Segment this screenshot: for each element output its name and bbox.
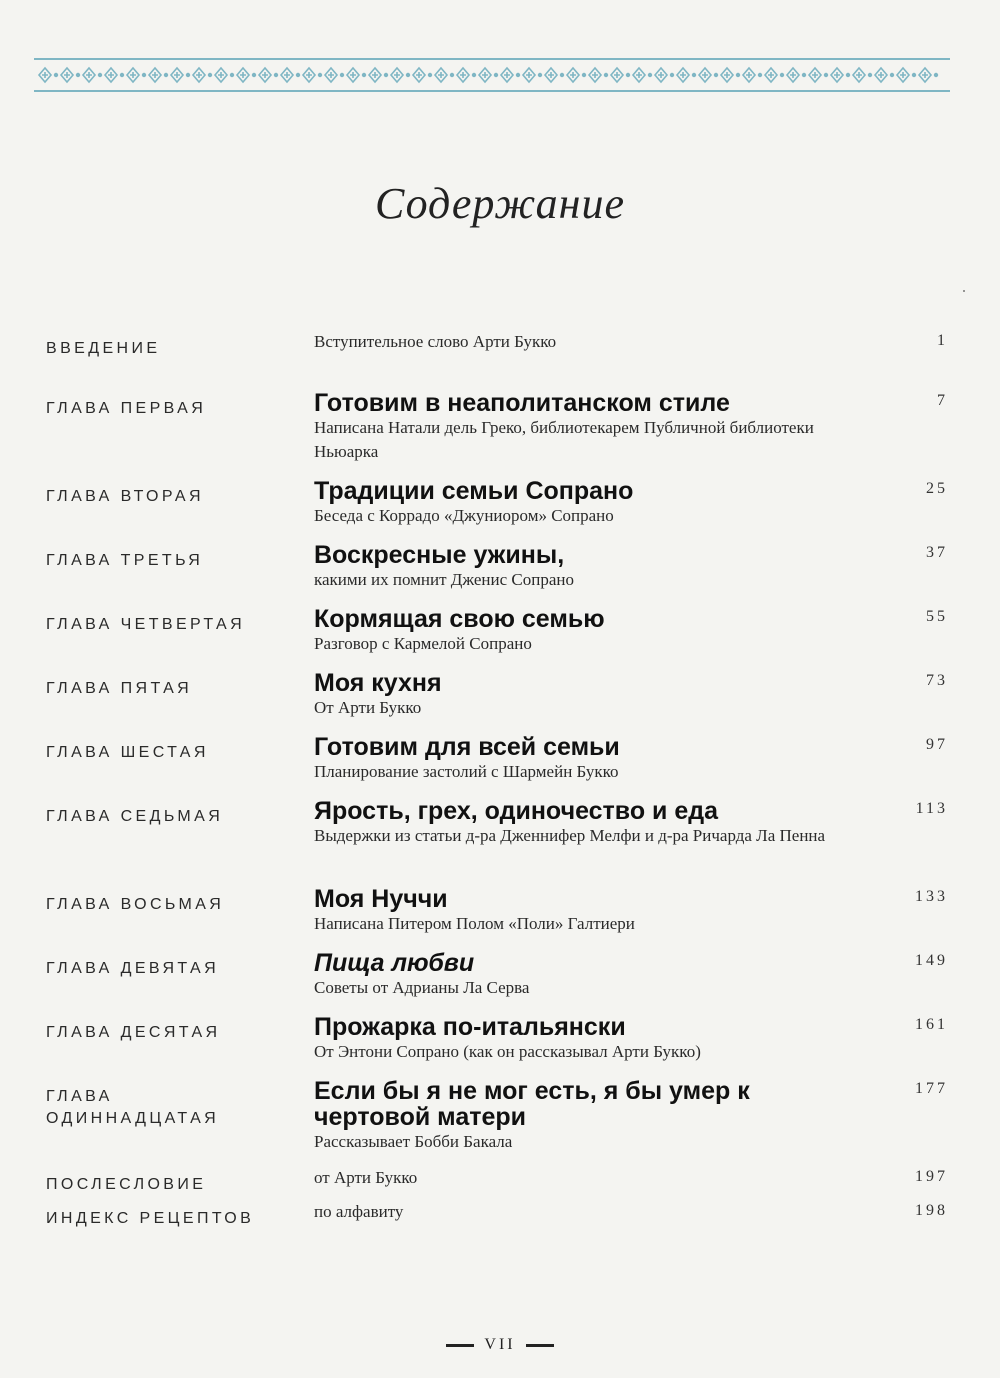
toc-heading: Воскресные ужины, xyxy=(314,541,565,569)
toc-subtitle: От Арти Букко xyxy=(314,698,422,717)
toc-label: ГЛАВА ПЯТАЯ xyxy=(46,680,193,697)
ornament-cross xyxy=(394,72,400,78)
toc-heading: Готовим в неаполитанском стиле xyxy=(314,389,730,417)
ornament-cross xyxy=(570,72,576,78)
ornament-cross xyxy=(834,72,840,78)
ornament-dot xyxy=(715,74,718,77)
page-title: Содержание xyxy=(374,179,625,228)
ornament-cross xyxy=(768,72,774,78)
ornament-cross xyxy=(240,72,246,78)
ornament-dot xyxy=(77,74,80,77)
toc-page-number: 161 xyxy=(915,1016,948,1033)
toc-page-number: 25 xyxy=(926,480,948,497)
ornament-cross xyxy=(372,72,378,78)
ornament-cross xyxy=(812,72,818,78)
ornament-cross xyxy=(548,72,554,78)
footer-dash-right xyxy=(526,1344,554,1347)
ornament-cross xyxy=(504,72,510,78)
toc-label: ГЛАВА ЧЕТВЕРТАЯ xyxy=(46,616,246,633)
toc-heading: Ярость, грех, одиночество и еда xyxy=(314,797,719,825)
toc-page-number: 1 xyxy=(937,332,948,349)
toc-subtitle: Беседа с Коррадо «Джуниором» Сопрано xyxy=(314,506,614,525)
ornament-cross xyxy=(350,72,356,78)
ornament-cross xyxy=(636,72,642,78)
ornament-dot xyxy=(407,74,410,77)
ornament-cross xyxy=(306,72,312,78)
ornament-dot xyxy=(935,74,938,77)
ornament-cross xyxy=(526,72,532,78)
toc-subtitle: Выдержки из статьи д-ра Дженнифер Мелфи и д-ра Ричарда Ла Пенна xyxy=(314,826,826,845)
ornament-cross xyxy=(262,72,268,78)
paper-speck xyxy=(963,290,965,292)
footer-dash-left xyxy=(446,1344,474,1347)
toc-page-number: 198 xyxy=(915,1202,948,1219)
ornament-cross xyxy=(614,72,620,78)
ornament-cross xyxy=(86,72,92,78)
ornament-dot xyxy=(517,74,520,77)
ornament-dot xyxy=(737,74,740,77)
ornament-dot xyxy=(385,74,388,77)
toc-heading: Если бы я не мог есть, я бы умер к чертовой матери xyxy=(314,1077,750,1131)
ornament-cross xyxy=(900,72,906,78)
toc-heading: Моя Нуччи xyxy=(314,885,448,913)
ornament-cross xyxy=(922,72,928,78)
ornament-cross xyxy=(152,72,158,78)
toc-subtitle: От Энтони Сопрано (как он рассказывал Арти Букко) xyxy=(314,1042,701,1061)
ornament-dot xyxy=(275,74,278,77)
toc-subtitle: по алфавиту xyxy=(314,1202,404,1221)
ornament-dot xyxy=(451,74,454,77)
ornament-dot xyxy=(143,74,146,77)
ornament-dot xyxy=(825,74,828,77)
ornament-dot xyxy=(473,74,476,77)
page-footer xyxy=(0,1336,1000,1354)
toc-label: ГЛАВА ВОСЬМАЯ xyxy=(46,896,225,913)
ornament-dot xyxy=(253,74,256,77)
toc-subtitle: Рассказывает Бобби Бакала xyxy=(314,1132,513,1151)
ornament-cross xyxy=(702,72,708,78)
ornament-dot xyxy=(869,74,872,77)
toc-page-number: 7 xyxy=(937,392,948,409)
ornament-cross xyxy=(284,72,290,78)
toc-page-number: 177 xyxy=(915,1080,948,1097)
ornament-cross xyxy=(42,72,48,78)
toc-heading: Моя кухня xyxy=(314,669,442,697)
ornament-dot xyxy=(187,74,190,77)
toc-label: ГЛАВА ШЕСТАЯ xyxy=(46,744,209,761)
ornament-dot xyxy=(781,74,784,77)
ornament-dot xyxy=(341,74,344,77)
ornament-cross xyxy=(328,72,334,78)
toc-label: ГЛАВА ДЕВЯТАЯ xyxy=(46,960,220,977)
ornament-cross xyxy=(416,72,422,78)
toc-label: ИНДЕКС РЕЦЕПТОВ xyxy=(46,1210,255,1227)
ornament-dot xyxy=(561,74,564,77)
ornament-dot xyxy=(759,74,762,77)
ornament-cross xyxy=(218,72,224,78)
toc-label: ГЛАВА СЕДЬМАЯ xyxy=(46,808,224,825)
toc-label: ГЛАВА ОДИННАДЦАТАЯ xyxy=(46,1088,220,1127)
toc-page-number: 37 xyxy=(926,544,948,561)
ornament-cross xyxy=(438,72,444,78)
ornament-cross xyxy=(790,72,796,78)
ornament-dot xyxy=(803,74,806,77)
toc-label: ВВЕДЕНИЕ xyxy=(46,340,161,357)
toc-page-number: 55 xyxy=(926,608,948,625)
toc-subtitle: Написана Питером Полом «Поли» Галтиери xyxy=(314,914,635,933)
toc-subtitle: Планирование застолий с Шармейн Букко xyxy=(314,762,619,781)
toc-subtitle: Разговор с Кармелой Сопрано xyxy=(314,634,532,653)
ornament-cross xyxy=(130,72,136,78)
ornament-dot xyxy=(671,74,674,77)
ornament-dot xyxy=(605,74,608,77)
toc-heading: Прожарка по-итальянски xyxy=(314,1013,626,1041)
toc-page-number: 73 xyxy=(926,672,948,689)
toc-page-number: 133 xyxy=(915,888,948,905)
toc-label: ГЛАВА ВТОРАЯ xyxy=(46,488,204,505)
ornament-dot xyxy=(913,74,916,77)
ornament-dot xyxy=(539,74,542,77)
ornament-cross xyxy=(856,72,862,78)
toc-subtitle: Написана Натали дель Греко, библиотекарем Публичной библиотеки Ньюарка xyxy=(314,418,814,461)
ornament-cross xyxy=(174,72,180,78)
ornament-cross xyxy=(878,72,884,78)
toc-label: ГЛАВА ДЕСЯТАЯ xyxy=(46,1024,221,1041)
ornament-dot xyxy=(583,74,586,77)
ornament-dot xyxy=(319,74,322,77)
ornament-dot xyxy=(429,74,432,77)
ornament-dot xyxy=(363,74,366,77)
ornament-dot xyxy=(495,74,498,77)
toc-page-number: 197 xyxy=(915,1168,948,1185)
ornament-dot xyxy=(99,74,102,77)
ornament-cross xyxy=(592,72,598,78)
ornament-cross xyxy=(658,72,664,78)
toc-label: ГЛАВА ПЕРВАЯ xyxy=(46,400,207,417)
ornament-cross xyxy=(460,72,466,78)
toc-subtitle: от Арти Букко xyxy=(314,1168,418,1187)
ornament-dot xyxy=(121,74,124,77)
ornament-dot xyxy=(891,74,894,77)
ornament-dot xyxy=(693,74,696,77)
toc-subtitle: Вступительное слово Арти Букко xyxy=(314,332,557,351)
toc-label: ГЛАВА ТРЕТЬЯ xyxy=(46,552,204,569)
ornament-cross xyxy=(108,72,114,78)
toc-heading: Традиции семьи Сопрано xyxy=(314,477,634,505)
ornament-dot xyxy=(209,74,212,77)
ornament-cross xyxy=(724,72,730,78)
toc-subtitle: Советы от Адрианы Ла Серва xyxy=(314,978,530,997)
ornamental-border-icon xyxy=(34,58,950,92)
ornament-dot xyxy=(627,74,630,77)
ornament-dot xyxy=(55,74,58,77)
ornament-dot xyxy=(649,74,652,77)
ornament-dot xyxy=(165,74,168,77)
ornament-dot xyxy=(231,74,234,77)
ornament-cross xyxy=(746,72,752,78)
ornament-dot xyxy=(297,74,300,77)
ornament-cross xyxy=(64,72,70,78)
footer-page-numeral: VII xyxy=(484,1336,516,1353)
toc-label: ПОСЛЕСЛОВИЕ xyxy=(46,1176,207,1193)
ornament-dot xyxy=(847,74,850,77)
toc-page-number: 97 xyxy=(926,736,948,753)
toc-page-number: 149 xyxy=(915,952,948,969)
toc-heading: Кормящая свою семью xyxy=(314,605,605,633)
ornament-cross xyxy=(482,72,488,78)
toc-heading: Готовим для всей семьи xyxy=(314,733,620,761)
toc-subtitle: какими их помнит Дженис Сопрано xyxy=(314,570,574,589)
ornament-cross xyxy=(680,72,686,78)
ornament-cross xyxy=(196,72,202,78)
toc-heading: Пища любви xyxy=(314,949,475,977)
toc-page-number: 113 xyxy=(915,800,948,817)
